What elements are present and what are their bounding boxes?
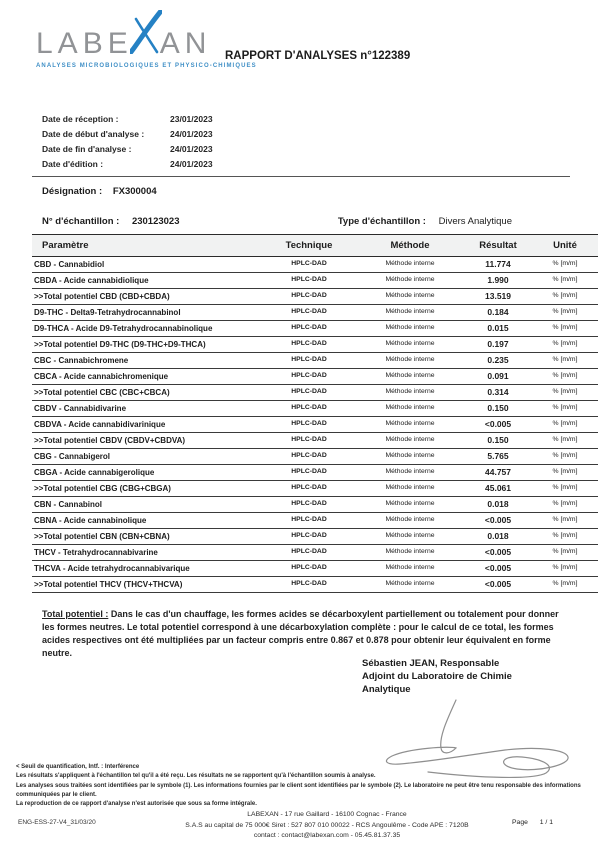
table-cell-meth: Méthode interne (356, 353, 464, 369)
date-label: Date de fin d'analyse : (42, 143, 132, 154)
date-value: 24/01/2023 (170, 143, 213, 154)
table-cell-unit: % [m/m] (532, 513, 598, 529)
table-cell-param: >>Total potentiel CBN (CBN+CBNA) (32, 529, 262, 545)
table-cell-unit: % [m/m] (532, 417, 598, 433)
table-cell-param: CBCA - Acide cannabichromenique (32, 369, 262, 385)
date-value: 23/01/2023 (170, 113, 213, 124)
table-cell-unit: % [m/m] (532, 401, 598, 417)
table-cell-unit: % [m/m] (532, 545, 598, 561)
table-cell-tech: HPLC-DAD (262, 497, 356, 513)
table-row (32, 305, 598, 321)
document-code: ENG-ESS-27-V4_31/03/20 (18, 819, 96, 826)
brush-stroke-x-icon (130, 10, 162, 60)
logo-wordmark (36, 10, 211, 59)
footnote: < Seuil de quantification, Intf. : Interférence (16, 764, 140, 770)
table-row (32, 513, 598, 529)
logo-text-left: LABE (36, 27, 133, 60)
table-cell-tech: HPLC-DAD (262, 513, 356, 529)
logo-tagline: ANALYSES MICROBIOLOGIQUES ET PHYSICO-CHIMIQUES (36, 63, 257, 69)
date-label: Date de réception : (42, 113, 119, 124)
table-row (32, 273, 598, 289)
date-row-fin (42, 141, 570, 156)
footer-address (148, 810, 506, 842)
table-cell-unit: % [m/m] (532, 321, 598, 337)
table-row (32, 449, 598, 465)
page-value: 1 / 1 (539, 819, 553, 826)
sample-number-value: 230123023 (131, 216, 180, 227)
column-header-resultat: Résultat (464, 235, 532, 257)
table-cell-unit: % [m/m] (532, 337, 598, 353)
table-cell-meth: Méthode interne (356, 289, 464, 305)
note-title: Total potentiel : (42, 609, 109, 619)
table-cell-tech: HPLC-DAD (262, 577, 356, 593)
sample-type (338, 216, 512, 227)
table-cell-unit: % [m/m] (532, 305, 598, 321)
dates-block (42, 111, 570, 171)
table-row (32, 497, 598, 513)
results-table-head (32, 235, 598, 257)
date-label: Date de début d'analyse : (42, 128, 145, 139)
table-cell-res: 11.774 (464, 257, 532, 273)
table-cell-param: D9-THCA - Acide D9-Tetrahydrocannabinolique (32, 321, 262, 337)
total-potentiel-note (42, 608, 568, 660)
table-cell-param: >>Total potentiel D9-THC (D9-THC+D9-THCA) (32, 337, 262, 353)
table-cell-tech: HPLC-DAD (262, 337, 356, 353)
logo-text-right: AN (159, 27, 212, 60)
signatory-line: Adjoint du Laboratoire de Chimie (362, 670, 512, 682)
table-cell-tech: HPLC-DAD (262, 417, 356, 433)
table-cell-meth: Méthode interne (356, 369, 464, 385)
table-cell-unit: % [m/m] (532, 449, 598, 465)
table-cell-res: 0.018 (464, 497, 532, 513)
designation-value: FX300004 (112, 186, 157, 197)
table-cell-unit: % [m/m] (532, 433, 598, 449)
table-cell-meth: Méthode interne (356, 577, 464, 593)
footer-line: contact : contact@labexan.com - 05.45.81.37.35 (253, 832, 401, 840)
table-cell-res: <0.005 (464, 513, 532, 529)
table-cell-tech: HPLC-DAD (262, 353, 356, 369)
table-cell-unit: % [m/m] (532, 481, 598, 497)
table-cell-meth: Méthode interne (356, 273, 464, 289)
footnote: La reproduction de ce rapport d'analyse n'est autorisée que sous sa forme intégrale. (16, 801, 257, 808)
table-cell-meth: Méthode interne (356, 449, 464, 465)
table-cell-tech: HPLC-DAD (262, 385, 356, 401)
table-cell-tech: HPLC-DAD (262, 449, 356, 465)
table-cell-res: <0.005 (464, 577, 532, 593)
date-value: 24/01/2023 (170, 158, 213, 169)
table-cell-meth: Méthode interne (356, 257, 464, 273)
date-label: Date d'édition : (42, 158, 104, 169)
table-cell-tech: HPLC-DAD (262, 305, 356, 321)
table-cell-res: 45.061 (464, 481, 532, 497)
sample-row (42, 216, 570, 227)
table-cell-tech: HPLC-DAD (262, 401, 356, 417)
table-cell-meth: Méthode interne (356, 545, 464, 561)
table-cell-tech: HPLC-DAD (262, 289, 356, 305)
date-row-reception (42, 111, 570, 126)
table-cell-param: >>Total potentiel CBD (CBD+CBDA) (32, 289, 262, 305)
table-cell-tech: HPLC-DAD (262, 481, 356, 497)
labexan-logo (36, 10, 257, 69)
table-cell-tech: HPLC-DAD (262, 369, 356, 385)
table-row (32, 369, 598, 385)
report-header (0, 0, 602, 69)
table-cell-meth: Méthode interne (356, 561, 464, 577)
column-header-technique: Technique (262, 235, 356, 257)
table-cell-param: THCVA - Acide tetrahydrocannabivarique (32, 561, 262, 577)
table-cell-meth: Méthode interne (356, 401, 464, 417)
table-row (32, 481, 598, 497)
table-row (32, 561, 598, 577)
table-cell-res: 0.314 (464, 385, 532, 401)
results-table-body (32, 257, 598, 593)
table-row (32, 401, 598, 417)
table-cell-res: 0.184 (464, 305, 532, 321)
table-cell-param: CBNA - Acide cannabinolique (32, 513, 262, 529)
date-row-debut (42, 126, 570, 141)
header-row (32, 235, 598, 257)
table-cell-unit: % [m/m] (532, 577, 598, 593)
table-cell-unit: % [m/m] (532, 465, 598, 481)
sample-number (42, 216, 180, 227)
table-cell-param: CBDV - Cannabidivarine (32, 401, 262, 417)
table-cell-res: 0.235 (464, 353, 532, 369)
table-cell-param: CBN - Cannabinol (32, 497, 262, 513)
table-cell-unit: % [m/m] (532, 369, 598, 385)
table-cell-res: 1.990 (464, 273, 532, 289)
results-table (32, 234, 598, 593)
table-cell-param: CBG - Cannabigerol (32, 449, 262, 465)
table-row (32, 289, 598, 305)
table-cell-res: 44.757 (464, 465, 532, 481)
table-cell-res: 0.015 (464, 321, 532, 337)
table-cell-unit: % [m/m] (532, 257, 598, 273)
table-cell-meth: Méthode interne (356, 337, 464, 353)
designation-row (42, 186, 570, 197)
table-cell-param: >>Total potentiel CBG (CBG+CBGA) (32, 481, 262, 497)
table-row (32, 433, 598, 449)
table-cell-unit: % [m/m] (532, 353, 598, 369)
column-header-unite: Unité (532, 235, 598, 257)
table-cell-tech: HPLC-DAD (262, 561, 356, 577)
table-row (32, 417, 598, 433)
sample-type-label: Type d'échantillon : (337, 216, 426, 227)
table-cell-param: CBC - Cannabichromene (32, 353, 262, 369)
divider (32, 176, 570, 177)
table-cell-res: 5.765 (464, 449, 532, 465)
signatory-line: Sébastien JEAN, Responsable (362, 658, 500, 669)
table-cell-res: <0.005 (464, 561, 532, 577)
table-cell-res: 0.150 (464, 401, 532, 417)
table-cell-tech: HPLC-DAD (262, 529, 356, 545)
table-cell-unit: % [m/m] (532, 497, 598, 513)
table-cell-unit: % [m/m] (532, 273, 598, 289)
page-number (506, 810, 602, 826)
table-row (32, 577, 598, 593)
table-cell-meth: Méthode interne (356, 497, 464, 513)
table-cell-tech: HPLC-DAD (262, 433, 356, 449)
date-value: 24/01/2023 (170, 128, 213, 139)
page-footer (0, 810, 602, 842)
table-cell-param: CBGA - Acide cannabigerolique (32, 465, 262, 481)
note-text: Dans le cas d'un chauffage, les formes acides se décarboxylent partiellement ou totalement pour donner les formes neutres. Le total potentiel correspond à une décarboxylation complète : pour le calcul de ce total, les formes acides respectives ont été multipliées par un facteur compris entre 0.867 et 0.878 pour obtenir leur équivalent en forme neutre. (42, 609, 559, 659)
designation-label: Désignation : (42, 186, 103, 197)
table-cell-res: 0.018 (464, 529, 532, 545)
table-cell-res: <0.005 (464, 417, 532, 433)
signatory-line: Analytique (362, 683, 411, 695)
footer-line: LABEXAN - 17 rue Gaillard - 16100 Cognac - France (247, 811, 407, 818)
table-row (32, 321, 598, 337)
table-cell-meth: Méthode interne (356, 321, 464, 337)
table-cell-meth: Méthode interne (356, 385, 464, 401)
table-cell-meth: Méthode interne (356, 433, 464, 449)
table-cell-meth: Méthode interne (356, 481, 464, 497)
table-cell-param: CBDVA - Acide cannabidivarinique (32, 417, 262, 433)
table-cell-meth: Méthode interne (356, 305, 464, 321)
table-cell-param: CBDA - Acide cannabidiolique (32, 273, 262, 289)
table-cell-meth: Méthode interne (356, 529, 464, 545)
table-row (32, 353, 598, 369)
page-label: Page (512, 819, 528, 826)
table-cell-meth: Méthode interne (356, 465, 464, 481)
sample-number-label: N° d'échantillon : (42, 216, 120, 227)
table-cell-tech: HPLC-DAD (262, 321, 356, 337)
table-cell-param: THCV - Tetrahydrocannabivarine (32, 545, 262, 561)
table-cell-res: <0.005 (464, 545, 532, 561)
table-cell-param: D9-THC - Delta9-Tetrahydrocannabinol (32, 305, 262, 321)
table-cell-param: CBD - Cannabidiol (32, 257, 262, 273)
table-row (32, 337, 598, 353)
table-cell-unit: % [m/m] (532, 529, 598, 545)
footnotes-block (16, 763, 588, 809)
table-cell-res: 0.091 (464, 369, 532, 385)
table-cell-tech: HPLC-DAD (262, 257, 356, 273)
table-cell-param: >>Total potentiel THCV (THCV+THCVA) (32, 577, 262, 593)
footer-line: S.A.S au capital de 75 000€ Siret : 527 807 010 00022 - RCS Angoulême - Code APE : 7120B (185, 821, 469, 829)
column-header-parametre: Paramètre (32, 235, 262, 257)
table-cell-res: 13.519 (464, 289, 532, 305)
table-cell-param: >>Total potentiel CBC (CBC+CBCA) (32, 385, 262, 401)
table-cell-meth: Méthode interne (356, 417, 464, 433)
table-cell-tech: HPLC-DAD (262, 273, 356, 289)
table-cell-param: >>Total potentiel CBDV (CBDV+CBDVA) (32, 433, 262, 449)
page-title: RAPPORT D'ANALYSES n°122389 (225, 50, 411, 62)
table-row (32, 385, 598, 401)
table-cell-unit: % [m/m] (532, 561, 598, 577)
footnote: Les analyses sous traitées sont identifiées par le symbole (1). Les informations fournies par le client sont identifiées par le symbole (2). Le laboratoire ne peut être tenu responsable des informations communiquées par le client. (16, 782, 581, 798)
table-cell-unit: % [m/m] (532, 289, 598, 305)
table-cell-tech: HPLC-DAD (262, 465, 356, 481)
date-row-edition (42, 156, 570, 171)
table-cell-res: 0.150 (464, 433, 532, 449)
table-row (32, 545, 598, 561)
table-cell-meth: Méthode interne (356, 513, 464, 529)
table-cell-unit: % [m/m] (532, 385, 598, 401)
column-header-methode: Méthode (356, 235, 464, 257)
table-row (32, 529, 598, 545)
table-cell-tech: HPLC-DAD (262, 545, 356, 561)
table-cell-res: 0.197 (464, 337, 532, 353)
footnote: Les résultats s'appliquent à l'échantillon tel qu'il a été reçu. Les résultats ne se rapportent qu'à l'échantillon soumis à analyse. (16, 773, 376, 780)
table-row (32, 257, 598, 273)
sample-type-value: Divers Analytique (438, 216, 512, 227)
table-row (32, 465, 598, 481)
